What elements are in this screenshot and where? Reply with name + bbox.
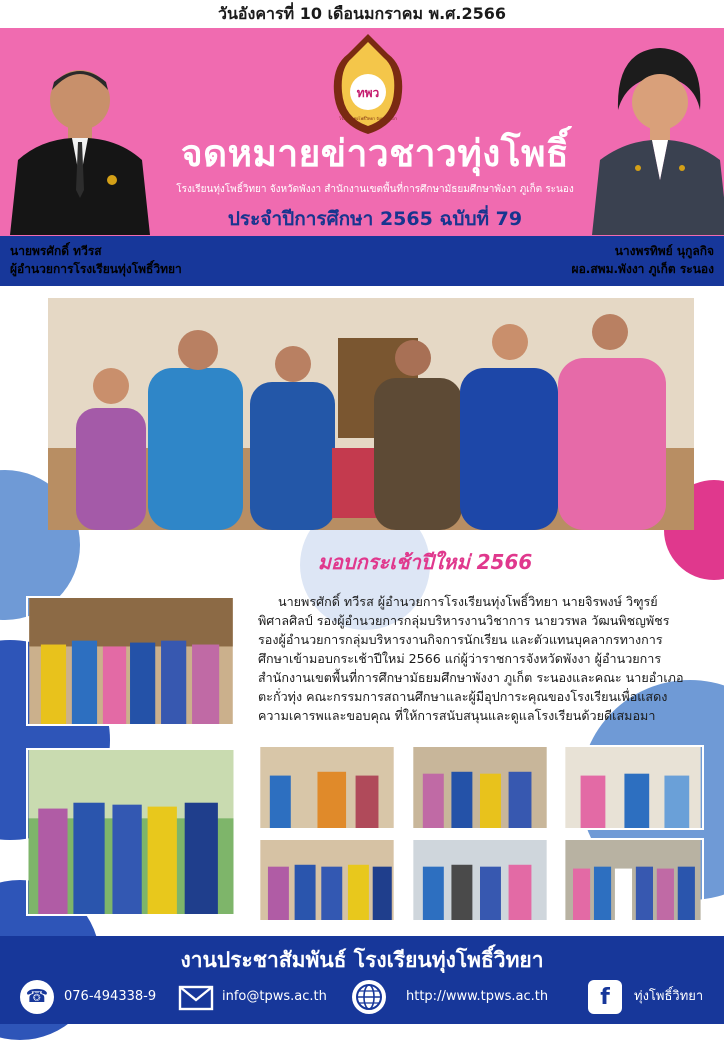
phone-icon: ☎ (20, 980, 54, 1014)
article-line-3: รองผู้อำนวยการกลุ่มบริหารงานกิจการนักเรียน และตัวแทนบุคลากรทางการ (258, 632, 663, 647)
event-photo-2 (26, 748, 236, 916)
event-photo-6 (257, 838, 397, 922)
article-line-4: ศึกษาเข้ามอบกระเช้าปีใหม่ 2566 แก่ผู้ว่าราชการจังหวัดพังงา ผู้อำนวยการ (258, 651, 662, 666)
event-photo-5 (562, 745, 704, 830)
event-photo-1 (26, 596, 236, 726)
school-logo (330, 32, 406, 136)
article-line-7: ความเคารพและขอบคุณ ที่ให้การสนับสนุนและดูแลโรงเรียนด้วยดีเสมอมา (258, 708, 656, 723)
newsletter-title: จดหมายข่าวชาวทุ่งโพธิ์ (180, 132, 570, 175)
article-body (258, 592, 704, 725)
article-line-2: พิศาลศิลป์ รองผู้อำนวยการกลุ่มบริหารงานวิชาการ นายวรพล วัฒนพิชญพัชร (258, 613, 670, 628)
logo-monogram: ทพว (356, 86, 380, 100)
director-portrait (0, 30, 160, 235)
footer-facebook[interactable]: ทุ่งโพธิ์วิทยา (634, 989, 704, 1004)
logo-ring-text: โรงเรียนทุ่งโพธิ์วิทยา จังหวัดพังงา (339, 116, 397, 121)
footer-email[interactable]: info@tpws.ac.th (222, 989, 327, 1004)
main-event-photo (48, 298, 694, 530)
director-caption (10, 242, 182, 278)
article-line-5: สำนักงานเขตพื้นที่การศึกษามัธยมศึกษาพังงา ภูเก็ต ระนองและคณะ นายอำเภอ (258, 670, 684, 685)
article-heading: มอบกระเช้าปีใหม่ 2566 (317, 550, 533, 574)
event-photo-3 (257, 745, 397, 830)
footer-title: งานประชาสัมพันธ์ โรงเรียนทุ่งโพธิ์วิทยา (180, 948, 544, 972)
facebook-icon: f (588, 980, 622, 1014)
issue-number: ประจำปีการศึกษา 2565 ฉบับที่ 79 (227, 208, 523, 230)
globe-icon (352, 980, 386, 1014)
article-line-6: ตะกั่วทุ่ง คณะกรรมการสถานศึกษาและผู้มีอุปการะคุณของโรงเรียนเพื่อแสดง (258, 689, 668, 704)
event-photo-8 (562, 838, 704, 922)
article-line-1: นายพรศักดิ์ ทวีรส ผู้อำนวยการโรงเรียนทุ่งโพธิ์วิทยา นายจิรพงษ์ วิฑูรย์ (278, 594, 658, 609)
area-director-position: ผอ.สพม.พังงา ภูเก็ต ระนอง (571, 262, 714, 276)
email-icon (178, 980, 214, 1014)
area-director-name: นางพรทิพย์ นุกูลกิจ (614, 244, 714, 258)
event-photo-7 (410, 838, 550, 922)
date-line: วันอังคารที่ 10 เดือนมกราคม พ.ศ.2566 (0, 0, 724, 28)
director-position: ผู้อำนวยการโรงเรียนทุ่งโพธิ์วิทยา (10, 262, 182, 276)
footer-phone[interactable]: 076-494338-9 (64, 989, 157, 1004)
director-name: นายพรศักดิ์ ทวีรส (10, 244, 102, 258)
event-photo-4 (410, 745, 550, 830)
footer-website[interactable]: http://www.tpws.ac.th (406, 989, 549, 1004)
area-director-caption (572, 242, 714, 278)
newsletter-subtitle: โรงเรียนทุ่งโพธิ์วิทยา จังหวัดพังงา สำนักงานเขตพื้นที่การศึกษามัธยมศึกษาพังงา ภูเก็ต ระนอง (176, 184, 574, 195)
